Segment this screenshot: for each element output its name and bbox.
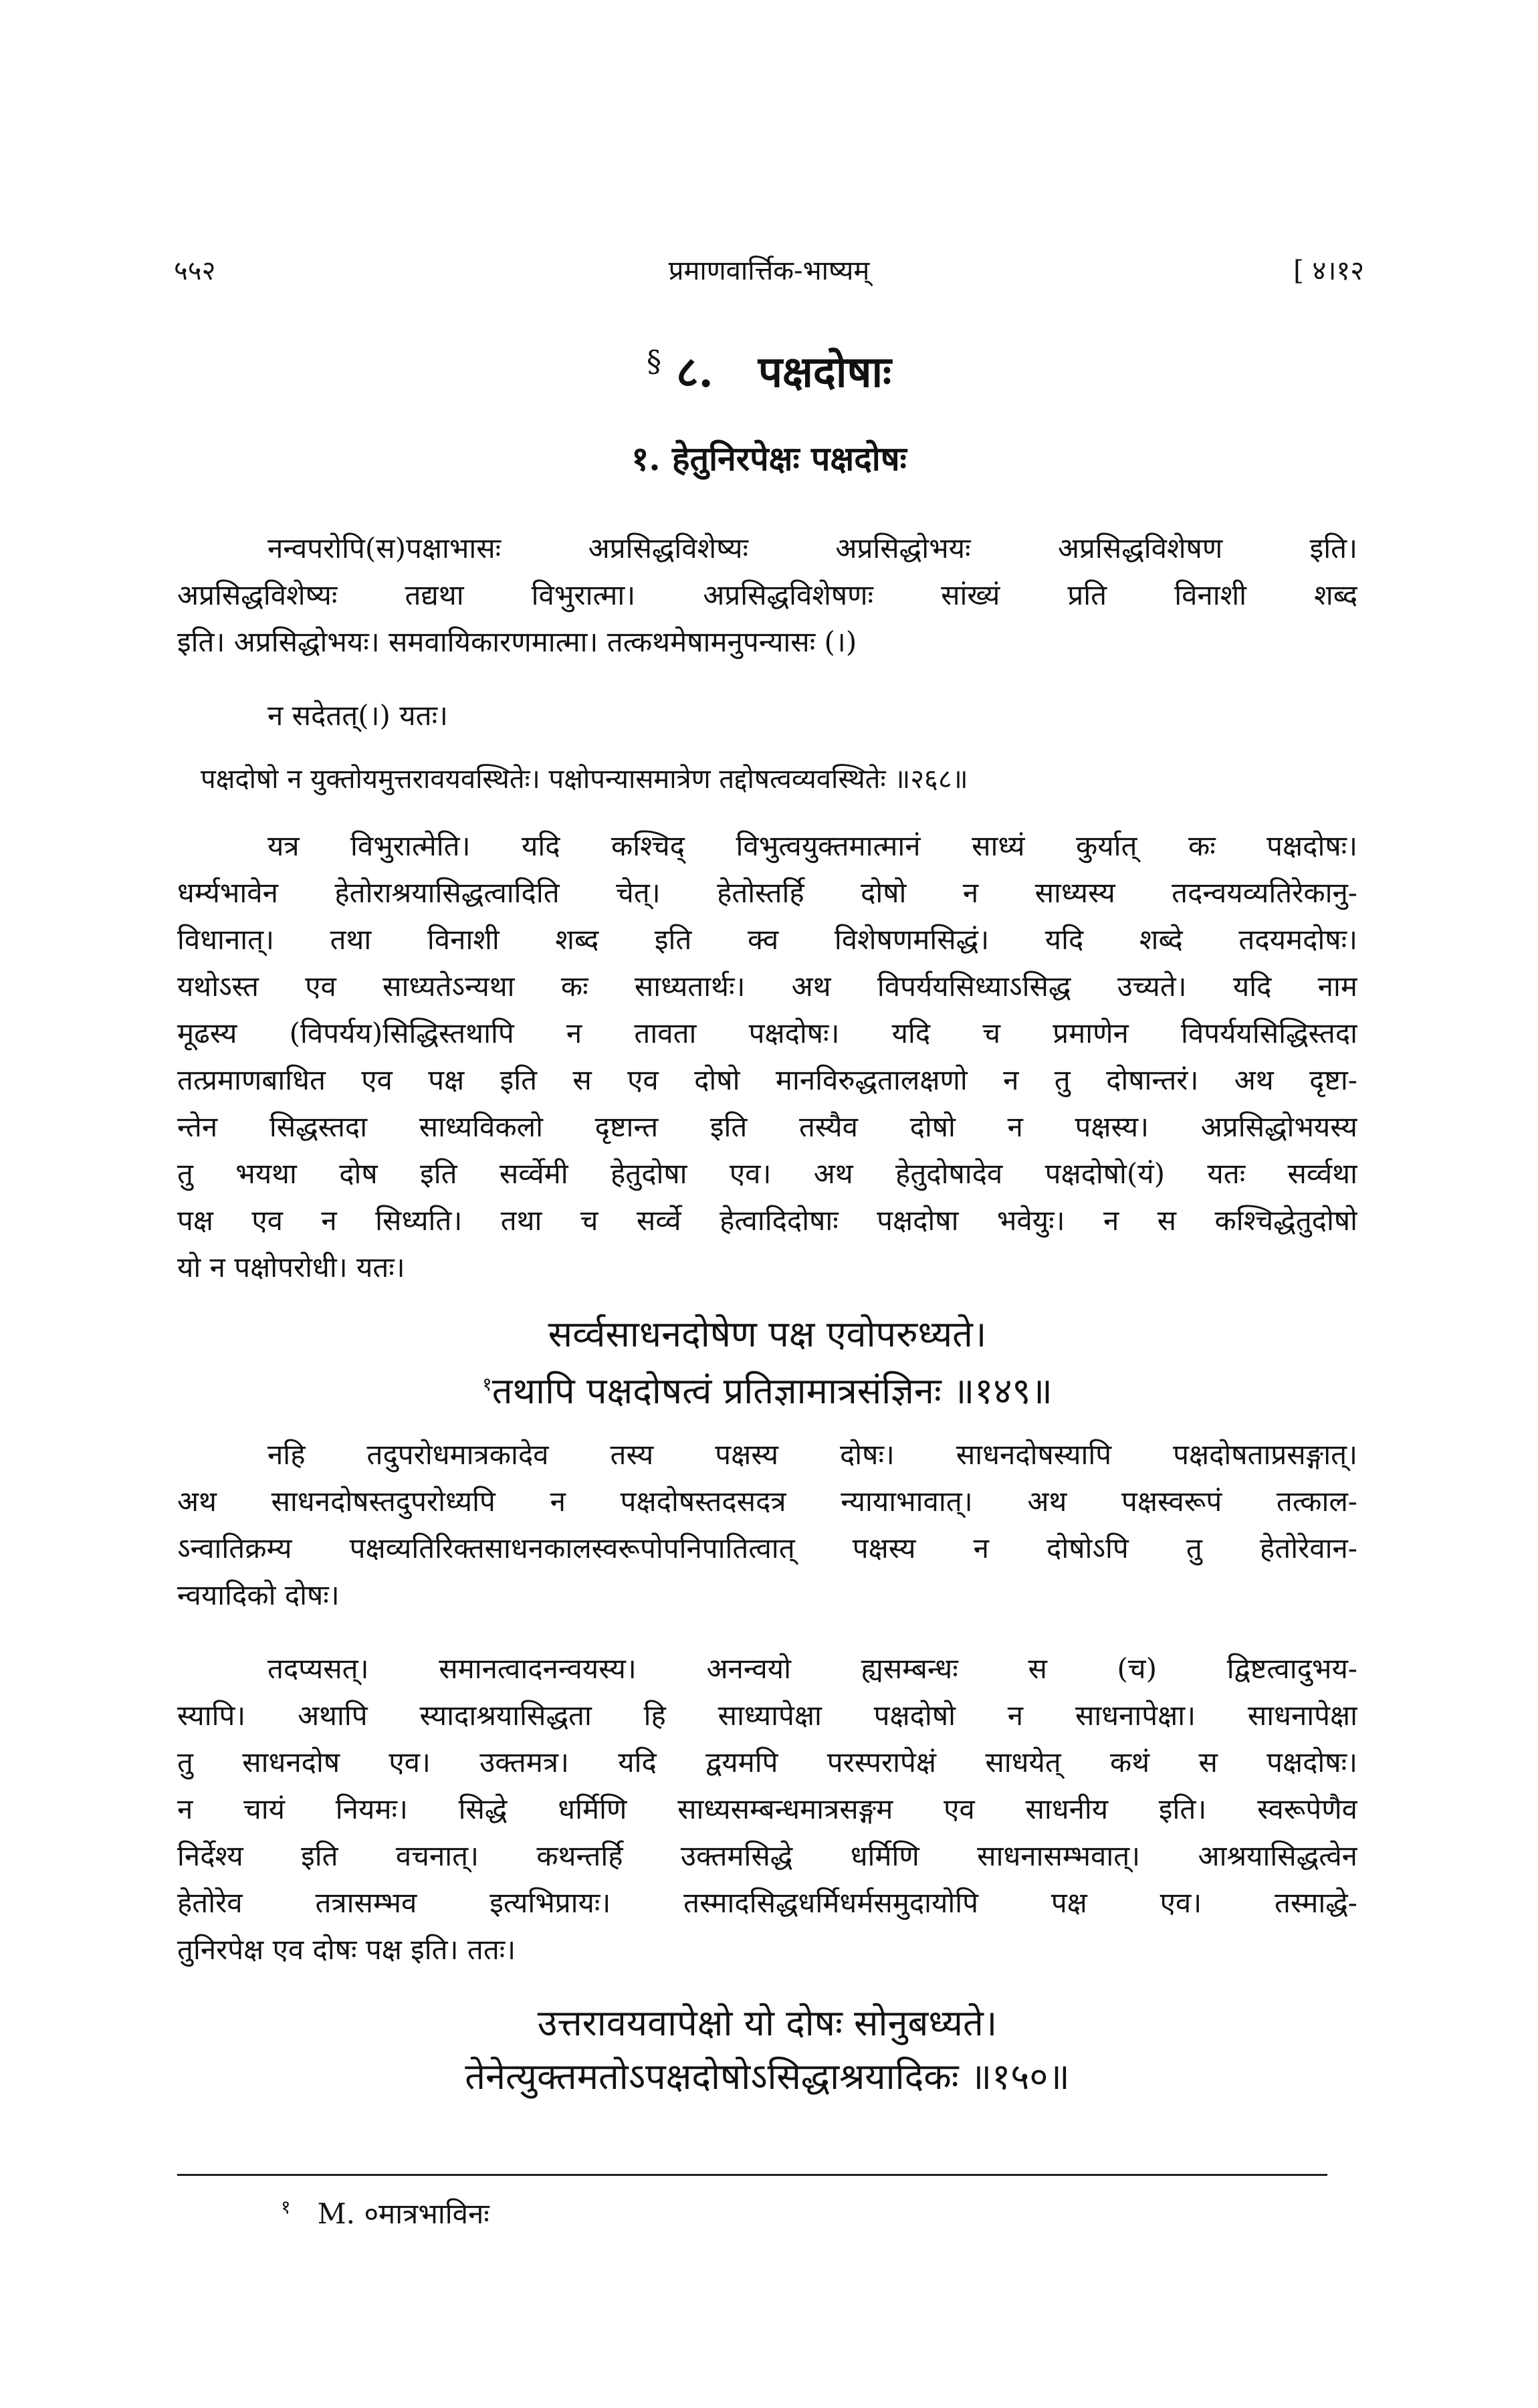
paragraph-line: यत्र विभुरात्मेति। यदि कश्चिद् विभुत्वयुक्तमात्मानं साध्यं कुर्यात् कः पक्षदोषः।	[267, 829, 1357, 862]
paragraph-line: न्तेन सिद्धस्तदा साध्यविकलो दृष्टान्त इति तस्यैव दोषो न पक्षस्य। अप्रसिद्धोभयस्य	[177, 1110, 1357, 1143]
paragraph-line: तु भयथा दोष इति सर्व्वेमी हेतुदोषा एव। अथ हेतुदोषादेव पक्षदोषो(यं) यतः सर्व्वथा	[177, 1157, 1357, 1190]
paragraph-line: नन्वपरोपि(स)पक्षाभासः अप्रसिद्धविशेष्यः अप्रसिद्धोभयः अप्रसिद्धविशेषण इति।	[267, 532, 1357, 565]
paragraph-line: यथोऽस्त एव साध्यतेऽन्यथा कः साध्यतार्थः। अथ विपर्ययसिध्याऽसिद्ध उच्यते। यदि नाम	[177, 970, 1357, 1003]
verse-reference: [ ४।१२	[1293, 256, 1364, 286]
paragraph-line: तु साधनदोष एव। उक्तमत्र। यदि द्वयमपि परस्परापेक्षं साधयेत् कथं स पक्षदोषः।	[177, 1746, 1357, 1779]
verse-148: पक्षदोषो न युक्तोयमुत्तरावयवस्थितेः। पक्षोपन्यासमात्रेण तद्दोषत्वव्यवस्थितेः ॥२६८॥	[201, 764, 968, 795]
subsection-heading: १. हेतुनिरपेक्षः पक्षदोषः	[631, 439, 907, 478]
paragraph-line: निर्देश्य इति वचनात्। कथन्तर्हि उक्तमसिद्धे धर्मिणि साधनासम्भवात्। आश्रयासिद्धत्वेन	[177, 1839, 1357, 1872]
paragraph-line: स्यापि। अथापि स्यादाश्रयासिद्धता हि साध्यापेक्षा पक्षदोषो न साधनापेक्षा। साधनापेक्षा	[177, 1699, 1357, 1732]
paragraph-line: तुनिरपेक्ष एव दोषः पक्ष इति। ततः।	[177, 1933, 516, 1966]
paragraph-line: मूढस्य (विपर्यय)सिद्धिस्तथापि न तावता पक्षदोषः। यदि च प्रमाणेन विपर्ययसिद्धिस्तदा	[177, 1017, 1357, 1049]
footnote-rule	[177, 2174, 1327, 2176]
section-symbol: §	[647, 344, 661, 379]
page-number: ५५२	[174, 256, 216, 286]
footnote-mark: १	[281, 2196, 291, 2218]
verse-149-line-1: सर्व्वसाधनदोषेण पक्ष एवोपरुध्यते।	[548, 1313, 987, 1355]
paragraph-line: अप्रसिद्धविशेष्यः तद्यथा विभुरात्मा। अप्रसिद्धविशेषणः सांख्यं प्रति विनाशी शब्द	[177, 579, 1357, 611]
verse-150-line-2: तेनेत्युक्तमतोऽपक्षदोषोऽसिद्धाश्रयादिकः ॥१५०॥	[465, 2055, 1070, 2098]
paragraph-line: न सदेतत्(।) यतः।	[267, 699, 448, 732]
footnote	[281, 2194, 489, 2232]
paragraph-line: यो न पक्षोपरोधी। यतः।	[177, 1251, 405, 1284]
footnote-marker: १	[482, 1373, 492, 1395]
running-title: प्रमाणवार्त्तिक-भाष्यम्	[668, 256, 870, 286]
paragraph-line: तदप्यसत्। समानत्वादनन्वयस्य। अनन्वयो ह्यसम्बन्धः स (च) द्विष्टत्वादुभय-	[267, 1652, 1357, 1685]
section-heading	[0, 341, 1538, 399]
paragraph-line: नहि तदुपरोधमात्रकादेव तस्य पक्षस्य दोषः। साधनदोषस्यापि पक्षदोषताप्रसङ्गात्।	[267, 1438, 1357, 1471]
paragraph-line: विधानात्। तथा विनाशी शब्द इति क्व विशेषणमसिद्धं। यदि शब्दे तदयमदोषः।	[177, 923, 1357, 956]
paragraph-line: न चायं नियमः। सिद्धे धर्मिणि साध्यसम्बन्धमात्रसङ्गम एव साधनीय इति। स्वरूपेणैव	[177, 1793, 1357, 1825]
paragraph-line: तत्प्रमाणबाधित एव पक्ष इति स एव दोषो मानविरुद्धतालक्षणो न तु दोषान्तरं। अथ दृष्टा-	[177, 1064, 1357, 1096]
verse-149-line-2: $^१$तथापि पक्षदोषत्वं प्रतिज्ञामात्रसंज्ञिनः ॥१४९॥	[482, 1370, 1053, 1412]
paragraph-line: पक्ष एव न सिध्यति। तथा च सर्व्वे हेत्वादिदोषाः पक्षदोषा भवेयुः। न स कश्चिद्धेतुदोषो	[177, 1204, 1357, 1237]
paragraph-line: धर्म्यभावेन हेतोराश्रयासिद्धत्वादिति चेत्। हेतोस्तर्हि दोषो न साध्यस्य तदन्वयव्यतिरेकानु-	[177, 876, 1357, 909]
section-title: पक्षदोषाः	[758, 347, 891, 397]
paragraph-line: ऽन्वातिक्रम्य पक्षव्यतिरिक्तसाधनकालस्वरूपोपनिपातित्वात् पक्षस्य न दोषोऽपि तु हेतोरेवान-	[177, 1532, 1357, 1565]
verse-150-line-1: उत्तरावयवापेक्षो यो दोषः सोनुबध्यते।	[537, 2002, 998, 2044]
paragraph-line: हेतोरेव तत्रासम्भव इत्यभिप्रायः। तस्मादसिद्धधर्मिधर्मसमुदायोपि पक्ष एव। तस्माद्धे-	[177, 1886, 1357, 1919]
section-number: ८.	[676, 347, 713, 397]
page-header	[174, 251, 1364, 291]
paragraph-line: अथ साधनदोषस्तदुपरोध्यपि न पक्षदोषस्तदसदत्र न्यायाभावात्। अथ पक्षस्वरूपं तत्काल-	[177, 1485, 1357, 1518]
footnote-text: M. ०मात्रभाविनः	[317, 2197, 489, 2230]
paragraph-line: न्वयादिको दोषः।	[177, 1579, 340, 1611]
paragraph-line: इति। अप्रसिद्धोभयः। समवायिकारणमात्मा। तत्कथमेषामनुपन्यासः (।)	[177, 625, 857, 658]
